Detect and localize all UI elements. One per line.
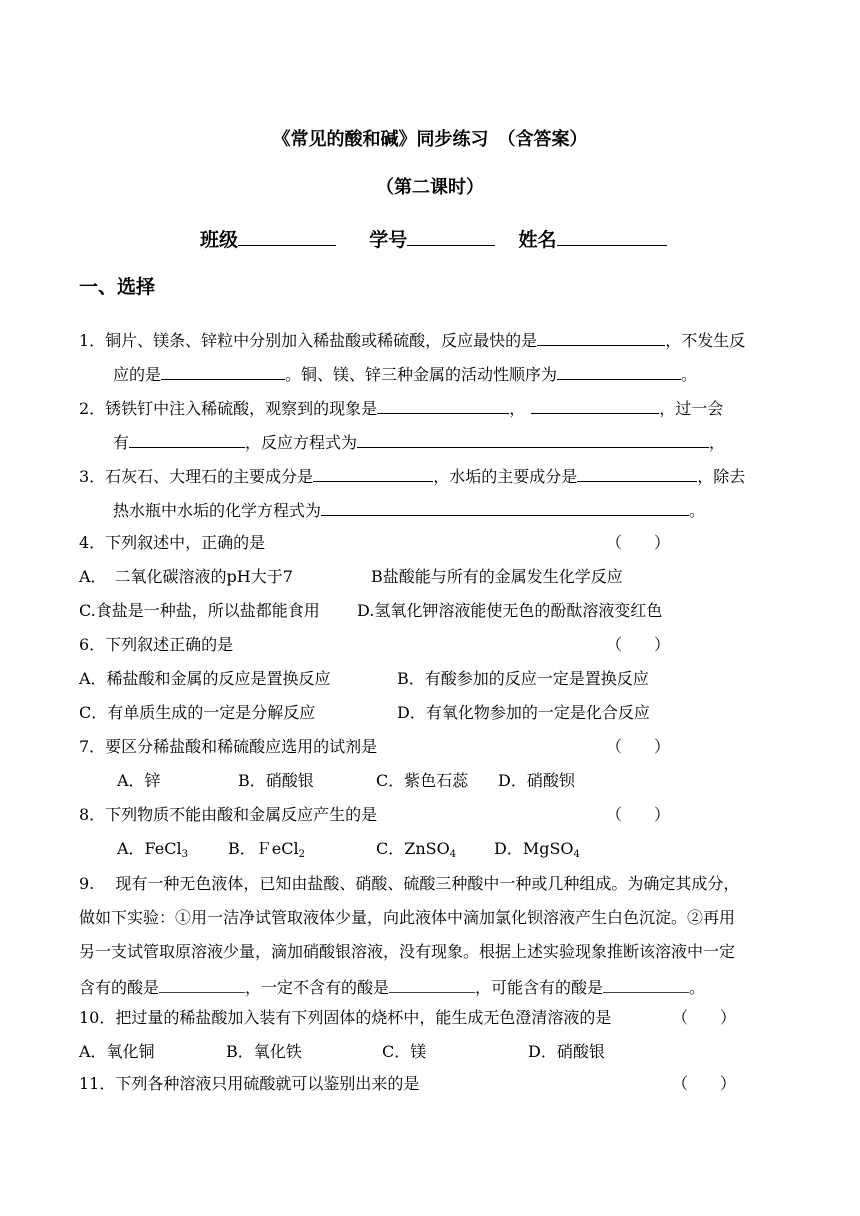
q6-stem: 6．下列叙述正确的是 <box>79 635 234 654</box>
page-subtitle: （第二课时） <box>376 177 484 198</box>
q1-blank-fastest[interactable] <box>537 328 665 346</box>
q7-answer-paren[interactable]: （ ） <box>606 737 671 756</box>
q2-blank-equation[interactable] <box>357 430 709 448</box>
q2-line2: 有 ，反应方程式为 ， <box>113 430 725 454</box>
q10-option-b[interactable]: B．氧化铁 <box>226 1042 302 1061</box>
q10-option-a[interactable]: A．氧化铜 <box>79 1042 155 1061</box>
q8-stem: 8．下列物质不能由酸和金属反应产生的是 <box>79 805 378 824</box>
q6-option-d[interactable]: D．有氧化物参加的一定是化合反应 <box>397 703 650 722</box>
q10-answer-paren[interactable]: （ ） <box>672 1008 737 1027</box>
q9-blank-must[interactable] <box>159 975 245 993</box>
q1-blank-noreact[interactable] <box>161 362 285 380</box>
q3-blank-1[interactable] <box>313 464 433 482</box>
q9-blank-mustnot[interactable] <box>389 975 475 993</box>
q2-line1: 2．锈铁钉中注入稀硫酸，观察到的现象是 ， ，过一会 <box>79 396 723 420</box>
q4-option-d[interactable]: D.氢氧化钾溶液能使无色的酚酞溶液变红色 <box>357 601 663 620</box>
q9-line3: 另一支试管取原溶液少量，滴加硝酸银溶液，没有现象。根据上述实验现象推断该溶液中一定 <box>79 942 736 961</box>
id-blank[interactable] <box>407 228 495 246</box>
q10-option-d[interactable]: D．硝酸银 <box>528 1042 605 1061</box>
q6-answer-paren[interactable]: （ ） <box>606 635 671 654</box>
name-label: 姓名 <box>518 229 557 251</box>
q7-option-b[interactable]: B．硝酸银 <box>238 771 314 790</box>
q8-option-b[interactable]: B．ＦeCl$_2$ <box>228 839 305 860</box>
q7-option-d[interactable]: D．硝酸钡 <box>498 771 575 790</box>
q8-option-c[interactable]: C．ZnSO$_4$ <box>376 839 457 860</box>
q4-option-a[interactable]: A． 二氧化碳溶液的pH大于7 <box>79 567 293 586</box>
q1-line2: 应的是 。铜、镁、锌三种金属的活动性顺序为 。 <box>113 362 697 386</box>
page-title: 《常见的酸和碱》同步练习 （含答案） <box>272 129 588 150</box>
q3-blank-equation[interactable] <box>321 498 689 516</box>
q10-stem: 10．把过量的稀盐酸加入装有下列固体的烧杯中，能生成无色澄清溶液的是 <box>79 1008 612 1027</box>
q4-option-c[interactable]: C.食盐是一种盐，所以盐都能食用 <box>79 601 320 620</box>
q2-blank-3[interactable] <box>129 430 245 448</box>
q11-answer-paren[interactable]: （ ） <box>672 1074 737 1093</box>
name-blank[interactable] <box>557 228 667 246</box>
q6-option-b[interactable]: B．有酸参加的反应一定是置换反应 <box>397 669 649 688</box>
q8-answer-paren[interactable]: （ ） <box>606 805 671 824</box>
q6-option-a[interactable]: A．稀盐酸和金属的反应是置换反应 <box>79 669 331 688</box>
q3-line2: 热水瓶中水垢的化学方程式为 。 <box>113 498 705 522</box>
q9-line1: 9. 现有一种无色液体，已知由盐酸、硝酸、硫酸三种酸中一种或几种组成。为确定其成分， <box>79 874 740 893</box>
class-label: 班级 <box>200 229 239 251</box>
q4-stem: 4．下列叙述中，正确的是 <box>79 533 266 552</box>
q8-option-a[interactable]: A．FeCl$_3$ <box>117 839 188 860</box>
student-info-row <box>200 228 667 251</box>
q1-line1: 1．铜片、镁条、锌粒中分别加入稀盐酸或稀硫酸，反应最快的是 ，不发生反 <box>79 328 745 352</box>
q4-option-b[interactable]: B盐酸能与所有的金属发生化学反应 <box>371 567 623 586</box>
q9-blank-may[interactable] <box>603 975 689 993</box>
q8-option-d[interactable]: D．MgSO$_4$ <box>494 839 580 860</box>
q6-option-c[interactable]: C．有单质生成的一定是分解反应 <box>79 703 316 722</box>
q9-line2: 做如下实验：①用一洁净试管取液体少量，向此液体中滴加氯化钡溶液产生白色沉淀。②再用 <box>79 908 736 927</box>
q7-stem: 7．要区分稀盐酸和稀硫酸应选用的试剂是 <box>79 737 378 756</box>
q1-blank-order[interactable] <box>557 362 681 380</box>
q7-option-a[interactable]: A．锌 <box>117 771 161 790</box>
id-label: 学号 <box>369 229 408 251</box>
q7-option-c[interactable]: C．紫色石蕊 <box>376 771 469 790</box>
q4-answer-paren[interactable]: （ ） <box>606 533 671 552</box>
q9-line4: 含有的酸是 ，一定不含有的酸是 ，可能含有的酸是 。 <box>79 975 705 999</box>
q2-blank-1[interactable] <box>377 396 509 414</box>
class-blank[interactable] <box>238 228 336 246</box>
q3-blank-2[interactable] <box>577 464 697 482</box>
q10-option-c[interactable]: C．镁 <box>382 1042 427 1061</box>
q11-stem: 11．下列各种溶液只用硫酸就可以鉴别出来的是 <box>79 1074 420 1093</box>
q3-line1: 3．石灰石、大理石的主要成分是 ，水垢的主要成分是 ，除去 <box>79 464 745 488</box>
q2-blank-2[interactable] <box>531 396 659 414</box>
section-heading: 一、选择 <box>79 276 156 298</box>
